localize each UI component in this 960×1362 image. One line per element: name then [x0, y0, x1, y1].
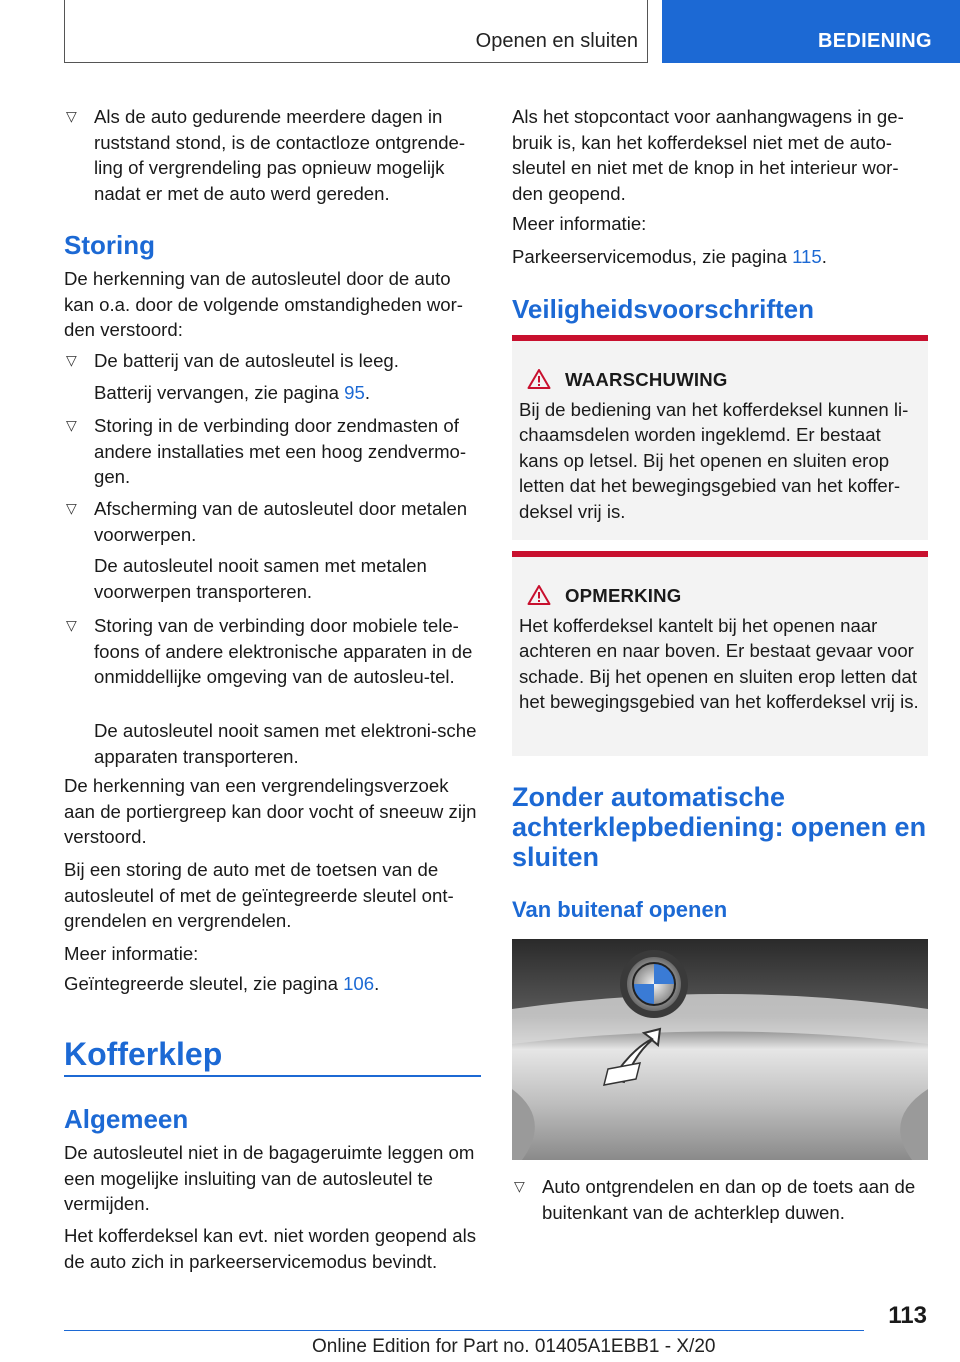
bullet-afscherming: ▽ Afscherming van de autosleutel door metalen voorwerpen.: [64, 496, 482, 547]
para-parkeer-ref: Parkeerservicemodus, zie pagina 115.: [512, 246, 827, 267]
notice-title: OPMERKING: [565, 585, 682, 606]
warning-triangle-icon: [527, 584, 551, 606]
footer-edition: Online Edition for Part no. 01405A1EBB1 - X/20: [312, 1336, 716, 1357]
bullet-zendmasten: ▽ Storing in de verbinding door zendmasten of andere installaties met een hoog zendvermo-gen.: [64, 413, 482, 490]
warning-title-row: [519, 367, 920, 393]
para-stopcontact: Als het stopcontact voor aanhangwagens in ge-bruik is, kan het kofferdeksel niet met de auto-sleutel en niet met de knop in het interieur wor-den geopend.: [512, 106, 904, 204]
para-vocht: De herkenning van een vergrendelingsverzoek aan de portiergreep kan door vocht of sneeuw zijn verstoord.: [64, 775, 477, 847]
para-storing-actie: Bij een storing de auto met de toetsen van de autosleutel of met de geïntegreerde sleutel ont-grendelen en vergrendelen.: [64, 859, 454, 931]
para-meer-info: Meer informatie:: [64, 943, 199, 964]
para-parkeerservice: Het kofferdeksel kan evt. niet worden geopend als de auto zich in parkeerservicemodus bevindt.: [64, 1225, 477, 1272]
bullet-battery-sub: Batterij vervangen, zie pagina 95.: [94, 382, 370, 403]
heading-algemeen: Algemeen: [64, 1104, 189, 1134]
bullet-mobiele-sub: De autosleutel nooit samen met elektroni-sche apparaten transporteren.: [94, 720, 477, 767]
notice-title-row: [519, 583, 920, 609]
tailgate-photo: [512, 939, 928, 1160]
storing-intro: De herkenning van de autosleutel door de auto kan o.a. door de volgende omstandigheden wor-den verstoord:: [64, 268, 464, 340]
heading-storing: Storing: [64, 230, 155, 260]
page-link-115[interactable]: 115: [792, 246, 822, 267]
page-number: 113: [888, 1302, 927, 1329]
warning-text: Bij de bediening van het kofferdeksel kunnen li-chaamsdelen worden ingeklemd. Er bestaat kans op letsel. Bij het openen en sluiten erop letten dat het bewegingsgebied van het koffer-deksel vrij is.: [519, 398, 909, 522]
header-section-title: Openen en sluiten: [475, 30, 638, 52]
kofferklep-rule: [64, 1075, 481, 1077]
parkeer-ref-text: Parkeerservicemodus, zie pagina: [512, 246, 793, 267]
warning-box-opmerking: [512, 551, 928, 756]
heading-veiligheid: Veiligheidsvoorschriften: [512, 294, 814, 324]
heading-kofferklep: Kofferklep: [64, 1036, 223, 1072]
heading-van-buitenaf: Van buitenaf openen: [512, 897, 728, 922]
bullet-afscherming-sub: De autosleutel nooit samen met metalen voorwerpen transporteren.: [94, 555, 427, 602]
bullet-battery: ▽ De batterij van de autosleutel is leeg.: [64, 348, 482, 374]
para-meer-info-right: Meer informatie:: [512, 213, 647, 234]
sleutel-ref-text: Geïntegreerde sleutel, zie pagina: [64, 973, 344, 994]
warning-triangle-icon: [527, 368, 551, 390]
warning-box-waarschuwing: [512, 335, 928, 540]
header-chapter-tab[interactable]: BEDIENING: [662, 0, 960, 63]
para-sleutel-ref: Geïntegreerde sleutel, zie pagina 106.: [64, 973, 380, 994]
notice-text: Het kofferdeksel kantelt bij het openen naar achteren en naar boven. Er bestaat gevaar voor schade. Bij het openen en sluiten erop letten dat het bewegingsgebied van het kofferdeksel vrij is.: [519, 614, 919, 712]
page-link-95[interactable]: 95: [344, 382, 365, 403]
tailgate-illustration: [512, 939, 928, 1160]
bullet-mobiele: ▽ Storing van de verbinding door mobiele tele-foons of andere elektronische apparaten in de onmiddellijke omgeving van de autosleu-tel.: [64, 613, 482, 690]
page-link-106[interactable]: 106: [343, 973, 375, 994]
battery-ref-text: Batterij vervangen, zie pagina: [94, 382, 345, 403]
para-bagageruimte: De autosleutel niet in de bagageruimte leggen om een mogelijke insluiting van de autosleutel te vermijden.: [64, 1142, 475, 1214]
warning-title: WAARSCHUWING: [565, 369, 728, 390]
bullet-ontgrendelen: ▽ Auto ontgrendelen en dan op de toets aan de buitenkant van de achterklep duwen.: [512, 1174, 928, 1225]
bullet-ruststand: ▽ Als de auto gedurende meerdere dagen in ruststand stond, is de contactloze ontgrende-ling of vergrendeling pas opnieuw mogelijk nadat er met de auto werd gereden.: [64, 104, 482, 206]
footer-rule: [64, 1330, 864, 1331]
heading-zonder-automatische: Zonder automatische achterklepbediening: openen en sluiten: [512, 782, 927, 872]
